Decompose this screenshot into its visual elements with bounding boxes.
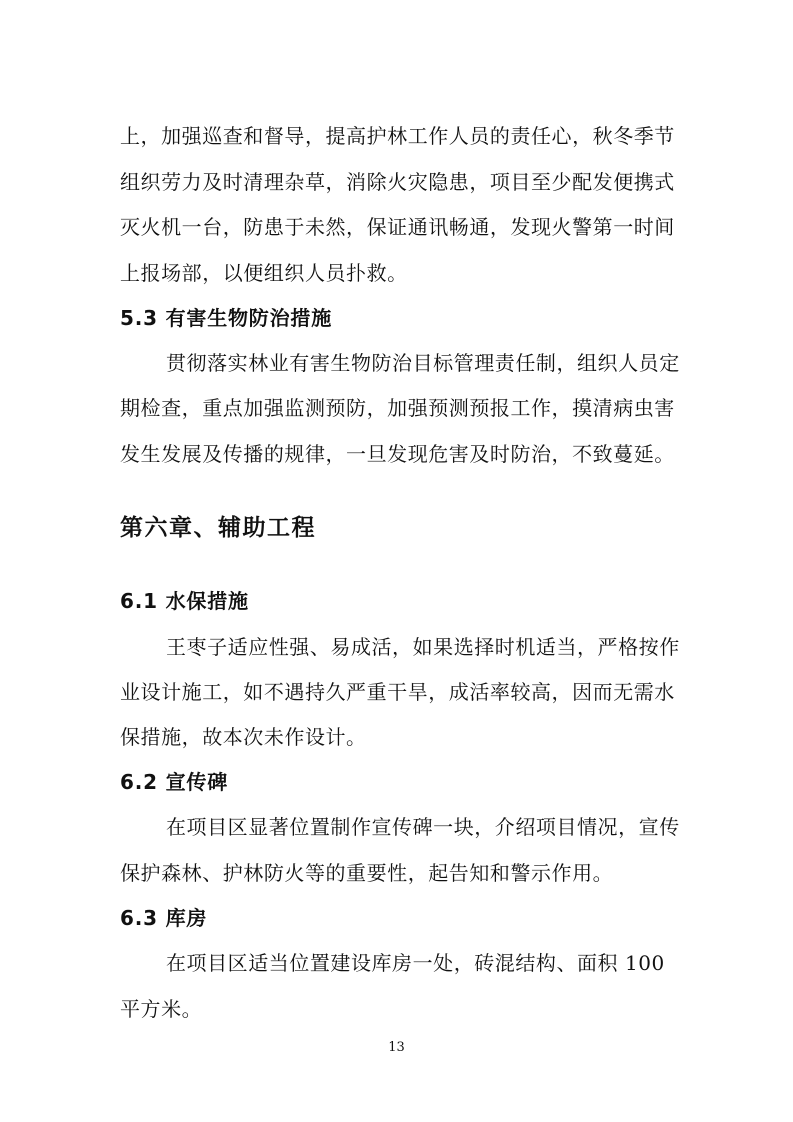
page-number: 13 <box>388 1040 405 1055</box>
body-text-line: 业设计施工，如不遇持久严重干旱，成活率较高，因而无需水 <box>120 680 675 704</box>
body-text-line: 上报场部，以便组织人员扑救。 <box>120 261 408 285</box>
body-text-line: 期检查，重点加强监测预防，加强预测预报工作，摸清病虫害 <box>120 396 675 420</box>
section-heading: 6.3 库房 <box>120 906 208 930</box>
body-text-line: 在项目区适当位置建设库房一处，砖混结构、面积 100 <box>166 951 665 975</box>
section-heading: 6.1 水保措施 <box>120 589 249 613</box>
body-text-line: 平方米。 <box>120 997 203 1021</box>
body-text-line: 王枣子适应性强、易成活，如果选择时机适当，严格按作 <box>166 635 680 659</box>
body-text-line: 贯彻落实林业有害生物防治目标管理责任制，组织人员定 <box>166 351 680 375</box>
body-text-line: 组织劳力及时清理杂草，消除火灾隐患，项目至少配发便携式 <box>120 170 675 194</box>
chapter-title: 第六章、辅助工程 <box>120 515 316 541</box>
section-heading: 5.3 有害生物防治措施 <box>120 306 332 330</box>
body-text-line: 发生发展及传播的规律，一旦发现危害及时防治，不致蔓延。 <box>120 442 675 466</box>
section-heading: 6.2 宣传碑 <box>120 770 228 794</box>
body-text-line: 上，加强巡查和督导，提高护林工作人员的责任心，秋冬季节 <box>120 124 675 148</box>
body-text-line: 保护森林、护林防火等的重要性，起告知和警示作用。 <box>120 861 614 885</box>
body-text-line: 在项目区显著位置制作宣传碑一块，介绍项目情况，宣传 <box>166 815 680 839</box>
body-text-line: 灭火机一台，防患于未然，保证通讯畅通，发现火警第一时间 <box>120 215 675 239</box>
body-text-line: 保措施，故本次未作设计。 <box>120 725 367 749</box>
